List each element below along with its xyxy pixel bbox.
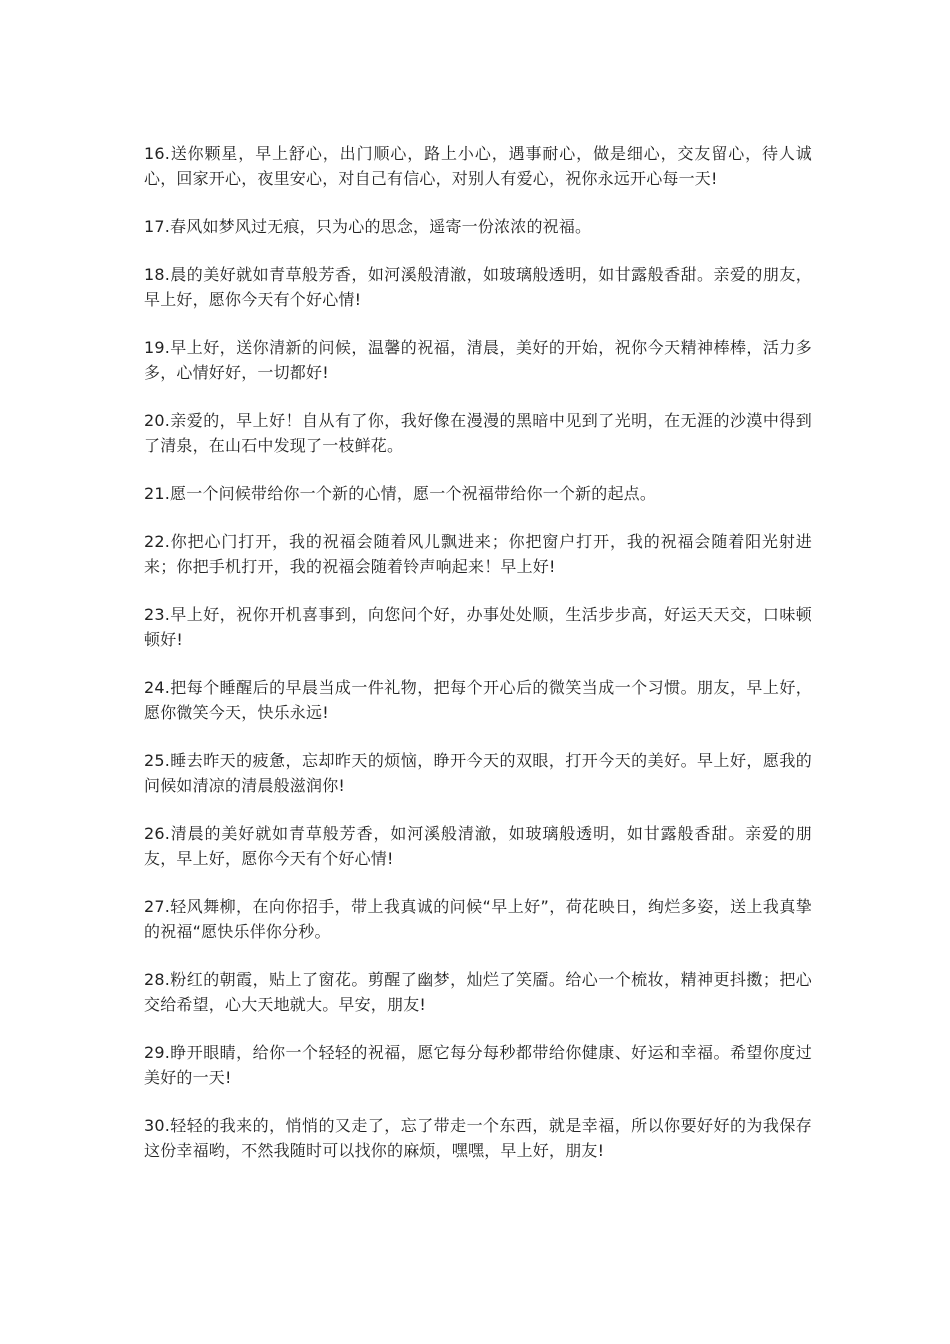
paragraph-27: 27.轻风舞柳，在向你招手，带上我真诚的问候“早上好”，荷花映日，绚烂多姿，送上我真挚的祝福“愿快乐伴你分秒。 bbox=[144, 897, 812, 941]
paragraph-16: 16.送你颗星，早上舒心，出门顺心，路上小心，遇事耐心，做是细心，交友留心，待人诚心，回家开心，夜里安心，对自己有信心，对别人有爱心，祝你永远开心每一天! bbox=[144, 144, 812, 188]
paragraph-19: 19.早上好，送你清新的问候，温馨的祝福，清晨，美好的开始，祝你今天精神棒棒，活力多多，心情好好，一切都好! bbox=[144, 338, 812, 382]
paragraph-20: 20.亲爱的，早上好！自从有了你，我好像在漫漫的黑暗中见到了光明，在无涯的沙漠中得到了清泉，在山石中发现了一枝鲜花。 bbox=[144, 411, 812, 455]
paragraph-25: 25.睡去昨天的疲惫，忘却昨天的烦恼，睁开今天的双眼，打开今天的美好。早上好，愿我的问候如清凉的清晨般滋润你! bbox=[144, 751, 812, 795]
paragraph-22: 22.你把心门打开，我的祝福会随着风儿飘进来；你把窗户打开，我的祝福会随着阳光射进来；你把手机打开，我的祝福会随着铃声响起来！早上好! bbox=[144, 532, 812, 576]
paragraph-17: 17.春风如梦风过无痕，只为心的思念，遥寄一份浓浓的祝福。 bbox=[144, 217, 592, 236]
paragraph-23: 23.早上好，祝你开机喜事到，向您问个好，办事处处顺，生活步步高，好运天天交，口味顿顿好! bbox=[144, 605, 812, 649]
paragraph-21: 21.愿一个问候带给你一个新的心情，愿一个祝福带给你一个新的起点。 bbox=[144, 484, 657, 503]
document-page bbox=[144, 141, 812, 1186]
paragraph-26: 26.清晨的美好就如青草般芳香，如河溪般清澈，如玻璃般透明，如甘露般香甜。亲爱的朋友，早上好，愿你今天有个好心情! bbox=[144, 824, 812, 868]
paragraph-18: 18.晨的美好就如青草般芳香，如河溪般清澈，如玻璃般透明，如甘露般香甜。亲爱的朋友，早上好，愿你今天有个好心情! bbox=[144, 265, 812, 309]
paragraph-29: 29.睁开眼睛，给你一个轻轻的祝福，愿它每分每秒都带给你健康、好运和幸福。希望你度过美好的一天! bbox=[144, 1043, 812, 1087]
paragraph-30: 30.轻轻的我来的，悄悄的又走了，忘了带走一个东西，就是幸福，所以你要好好的为我保存这份幸福哟，不然我随时可以找你的麻烦，嘿嘿，早上好，朋友! bbox=[144, 1116, 812, 1160]
paragraph-24: 24.把每个睡醒后的早晨当成一件礼物，把每个开心后的微笑当成一个习惯。朋友，早上好，愿你微笑今天，快乐永远! bbox=[144, 678, 812, 722]
paragraph-28: 28.粉红的朝霞，贴上了窗花。剪醒了幽梦，灿烂了笑靥。给心一个梳妆，精神更抖擞；把心交给希望，心大天地就大。早安，朋友! bbox=[144, 970, 812, 1014]
